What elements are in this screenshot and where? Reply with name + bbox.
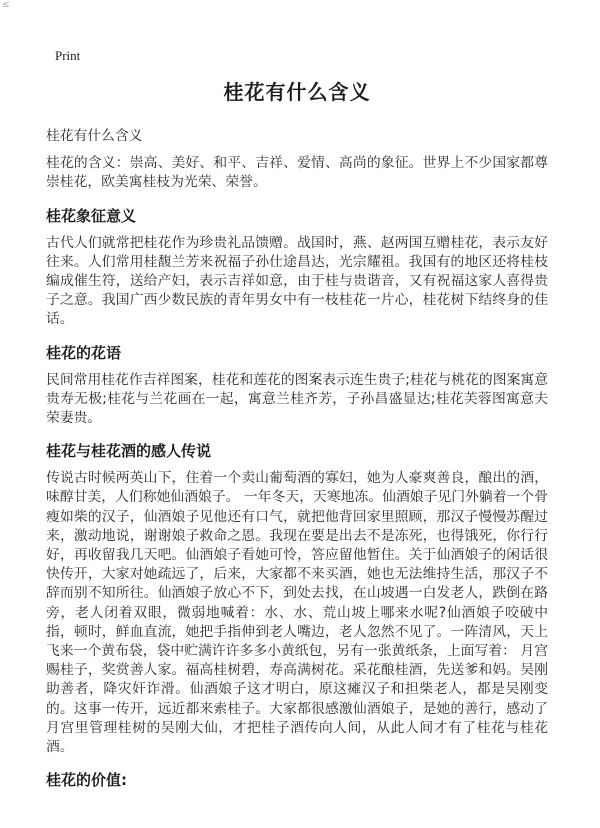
section-heading-value: 桂花的价值: — [46, 771, 127, 790]
paragraph-flower-language: 民间常用桂花作吉祥图案，桂花和莲花的图案表示连生贵子;桂花与桃花的图案寓意贵寿无极;桂花与兰花画在一起，寓意兰桂齐芳，子孙昌盛显达;桂花芙蓉图寓意夫荣妻贵。 — [46, 371, 548, 427]
paragraph-symbolism: 古代人们就常把桂花作为珍贵礼品馈赠。战国时，燕、赵两国互赠桂花，表示友好往来。人们常用桂馥兰芳来祝福子孙仕途昌达，光宗耀祖。我国有的地区还将桂枝编成催生符，送给产妇，表示吉祥如意，由于桂与贵谐音，又有祝福这家人喜得贵子之意。我国广西少数民族的青年男女中有一枝桂花一片心，桂花树下结终身的佳话。 — [46, 234, 548, 328]
section-heading-legend: 桂花与桂花酒的感人传说 — [46, 442, 212, 461]
paragraph-meaning: 桂花的含义：崇高、美好、和平、吉祥、爱情、高尚的象征。世界上不少国家都尊崇桂花，欧美寓桂枝为光荣、荣誉。 — [46, 155, 548, 191]
print-link[interactable]: Print — [55, 48, 81, 63]
paragraph-legend: 传说古时候两英山下，住着一个卖山葡萄酒的寡妇，她为人豪爽善良，酿出的酒，味醇甘美，人们称她仙酒娘子。 一年冬天，天寒地冻。仙酒娘子见门外躺着一个骨瘦如柴的汉子，仙酒娘子见他还有口气，就把他背回家里照顾，那汉子慢慢苏醒过来，激动地说，谢谢娘子救命之恩。我现在要是出去不是冻死，也得饿死，你行行好，再收留我几天吧。仙酒娘子看她可怜，答应留他暂住。关于仙酒娘子的闲话很快传开，大家对她疏远了，后来，大家都不来买酒，她也无法维持生活，那汉子不辞而别不知所往。仙酒娘子放心不下，到处去找，在山坡遇一白发老人，跌倒在路旁，老人闭着双眼，微弱地喊着：水、水、荒山坡上哪来水呢?仙酒娘子咬破中指，顿时，鲜血直流，她把手指伸到老人嘴边，老人忽然不见了。一阵清风，天上飞来一个黄布袋，袋中贮满许许多多小黄纸包，另有一张黄纸条，上面写着： 月宫赐桂子，奖赏善人家。福高桂树碧，寿高满树花。采花酿桂酒，先送爹和妈。吴刚助善者，降灾奸诈滑。仙酒娘子这才明白，原这瘫汉子和担柴老人，都是吴刚变的。这事一传开，远近都来索桂子。大家都很感激仙酒娘子，是她的善行，感动了月宫里管理桂树的吴刚大仙，才把桂子酒传向人间，从此人间才有了桂花与桂花酒。 — [46, 470, 548, 756]
section-heading-symbolism: 桂花象征意义 — [46, 206, 137, 225]
section-heading-flower-language: 桂花的花语 — [46, 343, 122, 362]
corner-artifact-mark: ≤ — [2, 0, 10, 10]
page-title: 桂花有什么含义 — [223, 80, 371, 104]
article-subtitle: 桂花有什么含义 — [46, 128, 143, 144]
